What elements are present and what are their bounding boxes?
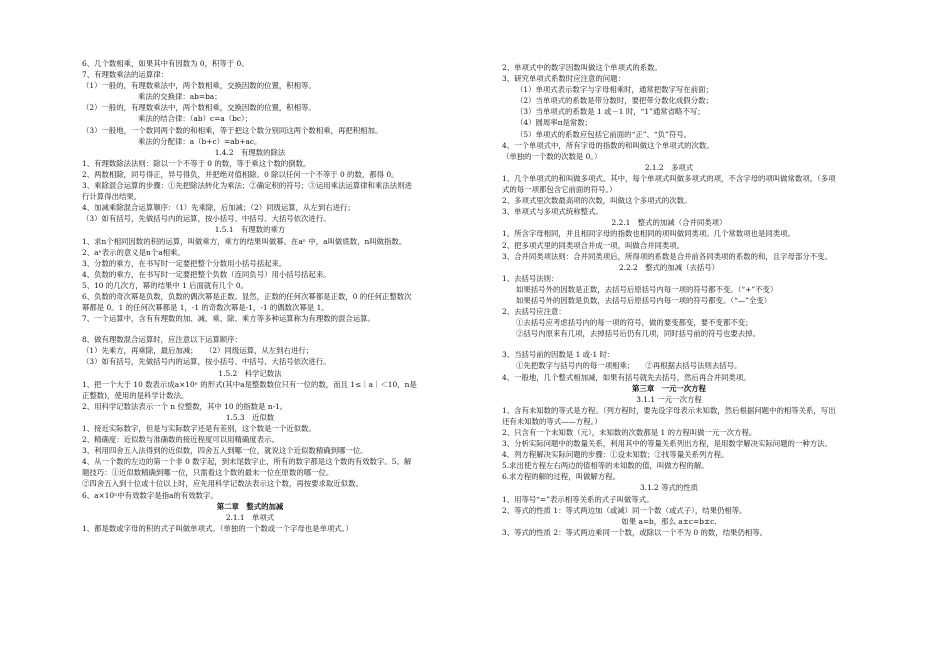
right-column-line: 4、列方程解决实际问题的步骤：①设未知数；②找等量关系列方程。 — [502, 450, 729, 460]
left-column-line: 3、乘除混合运算的步骤：①先把除法转化为乘法；②确定积的符号；③运用乘法运算律和乘法法则进行计算得出结果。 — [82, 181, 412, 202]
left-column-line: 3、分数的乘方，在书写时一定要把整个分数用小括号括起来。 — [82, 258, 287, 268]
left-column-line: 7、一个运算中，含有有理数的加、减、乘、除、乘方等多种运算称为有理数的混合运算。 — [82, 314, 375, 324]
left-column-line: 乘法的分配律：a（b+c）=ab+ac。 — [138, 136, 262, 146]
right-column-line: 3、等式的性质 2：等式两边乘同一个数，或除以一个不为 0 的数，结果仍相等。 — [502, 527, 768, 537]
left-column-line: 1.5.1 有理数的乘方 — [214, 225, 286, 235]
left-column-line: 7、有理数乘法的运算律： — [82, 70, 169, 80]
right-column-line: 3、分析实际问题中的数量关系，利用其中的等量关系列出方程，是用数学解决实际问题的一种方法。 — [502, 439, 832, 449]
left-column-line: 2、精确度：近似数与准确数的接近程度可以用精确度表示。 — [82, 435, 279, 445]
left-column-line: 乘法的交换律：ab=ba； — [138, 92, 222, 102]
left-column-line: 1.4.2 有理数的除法 — [214, 147, 286, 157]
left-column-line: 2、用科学记数法表示一个 n 位整数，其中 10 的指数是 n-1。 — [82, 401, 288, 411]
left-column-line: 4、从一个数的左边的第一个非 0 数字起，到末尾数字止，所有的数字都是这个数的有效数字。5、解题技巧：①近似数精确到哪一位，只需看这个数的最末一位在原数的哪一位。 — [82, 457, 412, 478]
right-column-line: （单独的一个数的次数是 0。） — [502, 151, 602, 161]
right-column-line: 4、一般地，几个整式相加减，如果有括号就先去括号，然后再合并同类项。 — [502, 372, 751, 382]
left-column-line: 乘法的结合律：（ab）c=a（bc）； — [138, 114, 253, 124]
right-column-line: 3.1.2 等式的性质 — [639, 483, 699, 493]
left-column-line: 2.1.1 单项式 — [225, 512, 275, 522]
left-column-line: 1.5.2 科学记数法 — [218, 368, 282, 378]
left-column-line — [82, 324, 418, 334]
right-column-line: 2、多项式里次数最高项的次数，叫做这个多项式的次数。 — [502, 196, 692, 206]
right-column-line: 3、当括号前的因数是 1 或-1 时： — [502, 350, 615, 360]
right-column-line — [502, 339, 836, 349]
right-column-line: 3.1.1 一元一次方程 — [636, 394, 702, 404]
right-column-line: 1、所含字母相同，并且相同字母的指数也相同的项叫做同类项。几个常数项也是同类项。 — [502, 229, 795, 239]
right-column-line: 如果括号外的因数是正数，去括号后原括号内每一项的符号都不变。（“+”不变） — [516, 284, 778, 294]
left-column-line: （2）一般的，有理数乘法中，两个数相乘，交换因数的位置，积相等。 — [82, 103, 316, 113]
left-column-line: 5、10 的几次方，幂的结果中 1 后面就有几个 0。 — [82, 280, 248, 290]
right-column-line: 1、去括号法则： — [502, 273, 559, 283]
left-column-line: 6、a×10ⁿ中有效数字是指a的有效数字。 — [82, 490, 218, 500]
right-column-line: （3）当单项式的系数是 1 或－1 时，“1”通常省略不写； — [516, 107, 705, 117]
left-column-line: ②四舍五入到十位或十位以上时，应先用科学记数法表示这个数，再按要求取近似数。 — [82, 479, 363, 489]
right-column-line: 2、把多项式里的同类项合并成一项，叫做合并同类项。 — [502, 240, 685, 250]
right-column-line: 1、含有未知数的等式是方程。（列方程时，要先设字母表示未知数，然后根据问题中的相等关系，写出还有未知数的等式——方程。） — [502, 405, 836, 426]
right-column-line: （4）圆周率π是常数； — [516, 118, 593, 128]
left-column-line: 4、负数的乘方，在书写时一定要把整个负数（连同负号）用小括号括起来。 — [82, 269, 331, 279]
right-column-line: 6.求方程的解的过程，叫做解方程。 — [502, 472, 620, 482]
right-column-line: 2、等式的性质 1：等式两边加（或减）同一个数（或式子），结果仍相等。 — [502, 505, 747, 515]
right-column-line: 2、只含有一个未知数（元），未知数的次数都是 1 的方程叫做一元一次方程。 — [502, 428, 757, 437]
right-column-line: ①先把数字与括号内的每一项相乘； ②再根据去括号法则去括号。 — [516, 361, 742, 371]
left-column-line: 1、都是数或字母的积的式子叫做单项式。（单独的一个数或一个字母也是单项式。） — [82, 523, 353, 533]
right-column-line: 2.1.2 多项式 — [644, 162, 694, 172]
left-column-line: 4、加减乘除混合运算顺序：（1）先乘除，后加减；（2）同级运算，从左到右进行； — [82, 203, 355, 213]
left-column-line: （1）一般的，有理数乘法中，两个数相乘，交换因数的位置，积相等。 — [82, 81, 316, 91]
left-column-line: 1.5.3 近似数 — [225, 412, 275, 422]
left-column-line: 1、把一个大于 10 数表示成a×10ⁿ 的形式(其中a是整数数位只有一位的数，而且 1≤｜a｜＜10，n是正整数)，使用的是科学计数法。 — [82, 379, 417, 400]
right-column-line: 4、一个单项式中，所有字母的指数的和叫做这个单项式的次数。 — [502, 140, 714, 150]
right-column-line: 3、合并同类项法则：合并同类项后，所得项的系数是合并前各同类项的系数的和，且字母部分不变。 — [502, 251, 832, 261]
left-column-line: 1、有理数除法法则：除以一个不等于 0 的数，等于乘这个数的倒数。 — [82, 158, 311, 168]
right-column-line: 2.2.2 整式的加减（去括号） — [618, 262, 720, 272]
left-column-line: 第二章 整式的加减 — [216, 501, 284, 511]
left-column-line: 1、接近实际数字，但是与实际数字还是有差别，这个数是一个近似数。 — [82, 424, 316, 433]
right-column-line: 2、单项式中的数字因数叫做这个单项式的系数。 — [502, 63, 662, 72]
right-column-line: 3、单项式与多项式统称整式。 — [502, 207, 603, 217]
left-column-line: （1）先乘方，再乘除，最后加减； （2）同级运算，从左到右进行； — [82, 346, 314, 356]
left-column-line: 2、两数相除，同号得正，异号得负，并把绝对值相除。0 除以任何一个不等于 0 的数，都得 0。 — [82, 169, 399, 179]
right-column-line: 1、几个单项式的和叫做多项式。其中，每个单项式叫做多项式的项，不含字母的项叫做常数项。（多项式的每一项都包含它前面的符号。） — [502, 173, 836, 195]
left-column-line: （3）如有括号，先做括号内的运算，按小括号、中括号、大括号依次进行。 — [82, 357, 331, 367]
right-column-line: 1、用等号“=”表示相等关系的式子叫做等式。 — [502, 494, 654, 504]
left-column-line: 8、做有理数混合运算时，应注意以下运算顺序： — [82, 335, 242, 345]
right-column-line: 如果 a=b，那么 a±c=b±c. — [621, 516, 717, 526]
right-column-line: （2）当单项式的系数是带分数时，要把带分数化成假分数； — [516, 96, 713, 106]
left-column-line: 6、负数的奇次幂是负数，负数的偶次幂是正数。显然，正数的任何次幂都是正数，0 的任何正整数次幂都是 0。1 的任何次幂都是 1，-1 的奇数次幂是-1，-1 的偶数次幂是 1。 — [82, 291, 412, 313]
right-column-line: 5.求出使方程左右两边的值相等的未知数的值，叫做方程的解。 — [502, 461, 709, 471]
right-column — [502, 62, 836, 538]
right-column-line: 如果括号外的因数是负数，去括号后原括号内每一项的符号都变。（“—”全变） — [516, 295, 772, 305]
left-column-line: 1、求n个相同因数的积的运算，叫做乘方，乘方的结果叫做幂。在aⁿ 中，a叫做底数，n叫做指数。 — [82, 236, 407, 246]
right-column-line: （1）单项式表示数字与字母相乘时，通常把数字写在前面； — [516, 85, 713, 95]
right-column-line: 第三章 一元一次方程 — [632, 383, 706, 393]
right-column-line: ①去括号应考虑括号内的每一项的符号，做的要变都变，要不变都不变； — [516, 318, 753, 328]
left-column-line: 6、几个数相乘，如果其中有因数为 0，积等于 0。 — [82, 59, 249, 68]
left-column-line: 2、aⁿ表示的意义是n个a相乘。 — [82, 247, 185, 257]
left-column — [82, 58, 418, 534]
left-column-line: 3、利用四舍五入法得到的近似数，四舍五入到哪一位，就说这个近似数精确到哪一位。 — [82, 446, 368, 456]
right-column-line: ②括号内原来有几项，去掉括号后仍有几项，同时括号前的符号也要去掉。 — [516, 329, 760, 339]
left-column-line: （3）如有括号，先做括号内的运算，按小括号、中括号、大括号依次进行。 — [82, 214, 331, 224]
right-column-line: 2、去括号应注意： — [502, 307, 566, 317]
left-column-line: （3）一般地，一个数同两个数的和相乘，等于把这个数分别同这两个数相乘，再把积相加。 — [82, 125, 383, 135]
right-column-line: 2.2.1 整式的加减（合并同类项） — [611, 218, 727, 228]
right-column-line: 3、研究单项式系数时应注意的问题： — [502, 74, 625, 84]
right-column-line: （5）单项式的系数应包括它前面的“正”、“负”符号。 — [516, 129, 692, 139]
